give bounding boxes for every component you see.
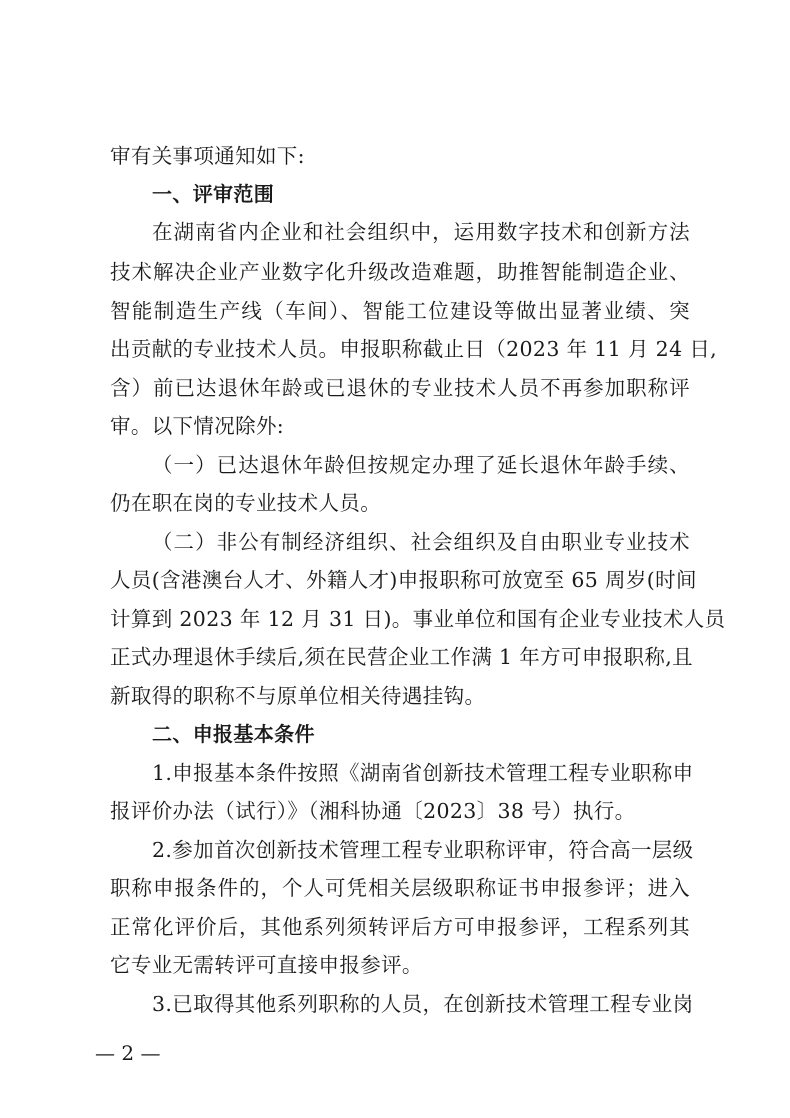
paragraph-line: 审。以下情况除外: bbox=[110, 414, 285, 438]
paragraph-line: 含）前已达退休年龄或已退休的专业技术人员不再参加职称评 bbox=[110, 376, 690, 400]
paragraph-line: 在湖南省内企业和社会组织中，运用数字技术和创新方法 bbox=[152, 220, 690, 244]
paragraph-line: 1.申报基本条件按照《湖南省创新技术管理工程专业职称申 bbox=[152, 761, 694, 785]
paragraph-line: （二）非公有制经济组织、社会组织及自由职业专业技术 bbox=[152, 530, 690, 554]
paragraph-line: 技术解决企业产业数字化升级改造难题，助推智能制造企业、 bbox=[110, 260, 690, 284]
paragraph-line: 仍在职在岗的专业技术人员。 bbox=[110, 491, 382, 515]
paragraph-line: 新取得的职称不与原单位相关待遇挂钩。 bbox=[110, 684, 486, 708]
paragraph-line: 它专业无需转评可直接申报参评。 bbox=[110, 953, 423, 977]
paragraph-line: 出贡献的专业技术人员。申报职称截止日（2023 年 11 月 24 日, bbox=[110, 337, 718, 361]
page-number: — 2 — bbox=[95, 1041, 161, 1065]
paragraph-line: 正式办理退休手续后,须在民营企业工作满 1 年方可申报职称,且 bbox=[110, 645, 693, 669]
paragraph-line: 人员(含港澳台人才、外籍人才)申报职称可放宽至 65 周岁(时间 bbox=[110, 568, 697, 592]
paragraph-line: 计算到 2023 年 12 月 31 日)。事业单位和国有企业专业技术人员 bbox=[110, 607, 726, 631]
paragraph-line: 审有关事项通知如下: bbox=[110, 144, 305, 168]
section-heading: 一、评审范围 bbox=[152, 182, 275, 206]
paragraph-line: 2.参加首次创新技术管理工程专业职称评审，符合高一层级 bbox=[152, 838, 694, 862]
paragraph-line: 报评价办法（试行）》（湘科协通〔2023〕38 号）执行。 bbox=[110, 799, 636, 823]
paragraph-line: 正常化评价后，其他系列须转评后方可申报参评，工程系列其 bbox=[110, 915, 690, 939]
paragraph-line: 3.已取得其他系列职称的人员，在创新技术管理工程专业岗 bbox=[152, 992, 694, 1016]
paragraph-line: 智能制造生产线（车间）、智能工位建设等做出显著业绩、突 bbox=[110, 299, 690, 323]
section-heading: 二、申报基本条件 bbox=[152, 722, 315, 746]
paragraph-line: 职称申报条件的，个人可凭相关层级职称证书申报参评；进入 bbox=[110, 876, 690, 900]
paragraph-line: （一）已达退休年龄但按规定办理了延长退休年龄手续、 bbox=[152, 453, 690, 477]
